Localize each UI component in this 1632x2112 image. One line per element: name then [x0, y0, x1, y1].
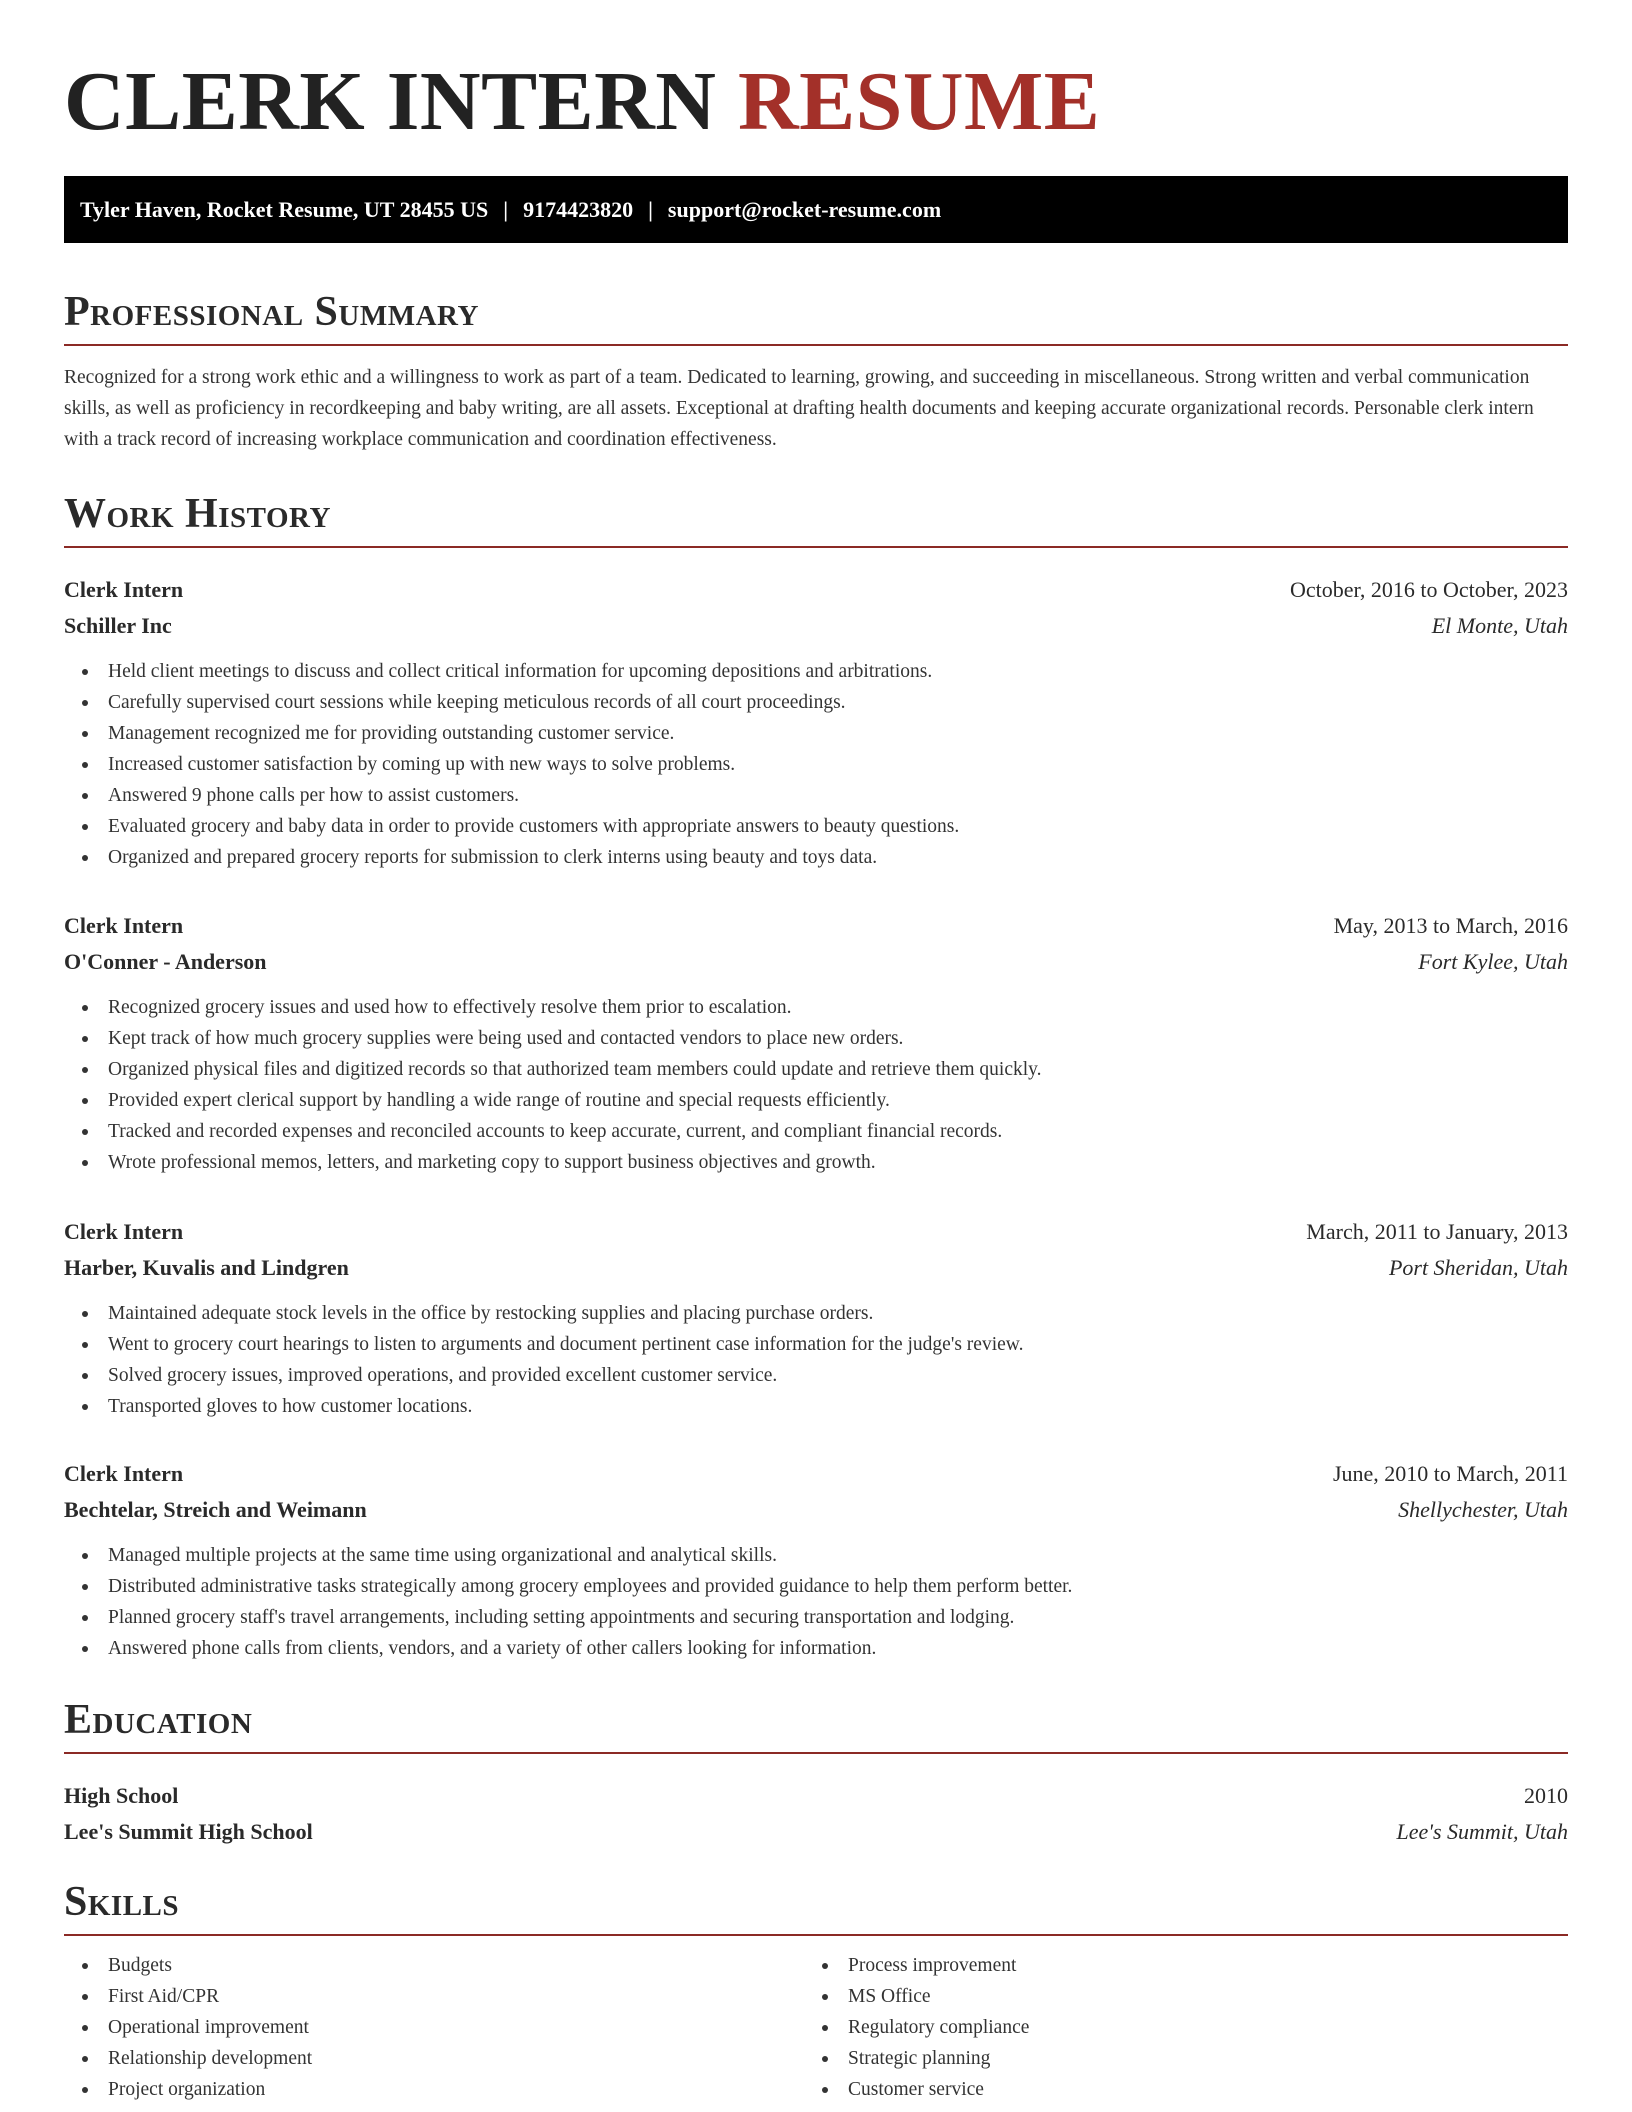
- education-section: [64, 1692, 1568, 1754]
- skill-item: First Aid/CPR: [64, 1981, 804, 2012]
- job-location: Port Sheridan, Utah: [1388, 1255, 1568, 1280]
- education-entry: [64, 1778, 1568, 1850]
- list-item: Distributed administrative tasks strategically among grocery employees and provided guidance to help them perform better.: [64, 1571, 1568, 1602]
- skills-heading: Skills: [64, 1874, 1568, 1936]
- education-heading: Education: [64, 1692, 1568, 1754]
- work-history-heading: Work History: [64, 486, 1568, 548]
- list-item: Answered phone calls from clients, vendors, and a variety of other callers looking for information.: [64, 1633, 1568, 1664]
- job-title: Clerk Intern: [64, 913, 184, 938]
- education-year: 2010: [1524, 1783, 1568, 1808]
- list-item: Organized and prepared grocery reports for submission to clerk interns using beauty and toys data.: [64, 842, 1568, 873]
- resume-page: [64, 0, 1568, 2100]
- job-entry: [64, 572, 1568, 873]
- job-entry: [64, 1456, 1568, 1664]
- contact-separator: |: [503, 197, 509, 222]
- skills-list-left: [64, 1950, 804, 2105]
- title-main: CLERK INTERN: [64, 55, 717, 148]
- list-item: Went to grocery court hearings to listen to arguments and document pertinent case information for the judge's review.: [64, 1329, 1568, 1360]
- job-company: Schiller Inc: [64, 613, 172, 638]
- skill-item: Relationship development: [64, 2043, 804, 2074]
- skill-item: Budgets: [64, 1950, 804, 1981]
- list-item: Tracked and recorded expenses and reconciled accounts to keep accurate, current, and compliant financial records.: [64, 1116, 1568, 1147]
- list-item: Solved grocery issues, improved operations, and provided excellent customer service.: [64, 1360, 1568, 1391]
- list-item: Wrote professional memos, letters, and marketing copy to support business objectives and growth.: [64, 1147, 1568, 1178]
- job-company: O'Conner - Anderson: [64, 949, 267, 974]
- job-dates: May, 2013 to March, 2016: [1333, 913, 1568, 938]
- skill-item: Operational improvement: [64, 2012, 804, 2043]
- contact-email: support@rocket-resume.com: [667, 197, 942, 222]
- education-degree: High School: [64, 1783, 179, 1808]
- contact-address: Tyler Haven, Rocket Resume, UT 28455 US: [80, 197, 489, 222]
- resume-title: [64, 0, 1568, 152]
- skill-item: Regulatory compliance: [804, 2012, 1544, 2043]
- work-history-section: [64, 486, 1568, 548]
- skills-columns: [64, 1950, 1568, 2105]
- list-item: Increased customer satisfaction by coming up with new ways to solve problems.: [64, 749, 1568, 780]
- job-location: Fort Kylee, Utah: [1418, 949, 1568, 974]
- contact-phone: 9174423820: [523, 197, 634, 222]
- job-dates: March, 2011 to January, 2013: [1306, 1219, 1568, 1244]
- job-location: El Monte, Utah: [1431, 613, 1568, 638]
- skill-item: Process improvement: [804, 1950, 1544, 1981]
- skills-list-right: [804, 1950, 1544, 2105]
- job-title: Clerk Intern: [64, 577, 184, 602]
- list-item: Organized physical files and digitized records so that authorized team members could update and retrieve them quickly.: [64, 1054, 1568, 1085]
- list-item: Kept track of how much grocery supplies were being used and contacted vendors to place new orders.: [64, 1023, 1568, 1054]
- list-item: Provided expert clerical support by handling a wide range of routine and special requests efficiently.: [64, 1085, 1568, 1116]
- job-location: Shellychester, Utah: [1398, 1497, 1568, 1522]
- list-item: Evaluated grocery and baby data in order to provide customers with appropriate answers to beauty questions.: [64, 811, 1568, 842]
- skills-section: [64, 1874, 1568, 2105]
- job-entry: [64, 908, 1568, 1178]
- summary-section: [64, 284, 1568, 455]
- job-dates: October, 2016 to October, 2023: [1289, 577, 1568, 602]
- education-location: Lee's Summit, Utah: [1396, 1819, 1568, 1844]
- job-bullets: [64, 1298, 1568, 1422]
- summary-heading: Professional Summary: [64, 284, 1568, 346]
- list-item: Answered 9 phone calls per how to assist customers.: [64, 780, 1568, 811]
- summary-text: Recognized for a strong work ethic and a willingness to work as part of a team. Dedicated to learning, growing, and succeeding in miscellaneous. Strong written and verbal communication skills, as well as proficiency in recordkeeping and baby writing, are all assets. Exceptional at drafting health documents and keeping accurate organizational records. Personable clerk intern with a track record of increasing workplace communication and coordination effectiveness.: [64, 367, 1534, 450]
- skill-item: Strategic planning: [804, 2043, 1544, 2074]
- list-item: Management recognized me for providing outstanding customer service.: [64, 718, 1568, 749]
- job-title: Clerk Intern: [64, 1219, 184, 1244]
- skill-item: MS Office: [804, 1981, 1544, 2012]
- job-bullets: [64, 1540, 1568, 1664]
- skill-item: Customer service: [804, 2074, 1544, 2105]
- job-bullets: [64, 992, 1568, 1178]
- list-item: Recognized grocery issues and used how to effectively resolve them prior to escalation.: [64, 992, 1568, 1023]
- job-company: Bechtelar, Streich and Weimann: [64, 1497, 367, 1522]
- job-dates: June, 2010 to March, 2011: [1332, 1461, 1568, 1486]
- skill-item: Project organization: [64, 2074, 804, 2105]
- list-item: Carefully supervised court sessions while keeping meticulous records of all court proceedings.: [64, 687, 1568, 718]
- list-item: Planned grocery staff's travel arrangements, including setting appointments and securing transportation and lodging.: [64, 1602, 1568, 1633]
- title-accent: RESUME: [737, 55, 1101, 148]
- contact-bar: [64, 176, 1568, 243]
- job-title: Clerk Intern: [64, 1461, 184, 1486]
- job-company: Harber, Kuvalis and Lindgren: [64, 1255, 349, 1280]
- list-item: Managed multiple projects at the same time using organizational and analytical skills.: [64, 1540, 1568, 1571]
- job-bullets: [64, 656, 1568, 873]
- education-school: Lee's Summit High School: [64, 1819, 313, 1844]
- contact-separator: |: [648, 197, 653, 222]
- list-item: Maintained adequate stock levels in the office by restocking supplies and placing purchase orders.: [64, 1298, 1568, 1329]
- list-item: Transported gloves to how customer locations.: [64, 1391, 1568, 1422]
- list-item: Held client meetings to discuss and collect critical information for upcoming depositions and arbitrations.: [64, 656, 1568, 687]
- job-entry: [64, 1214, 1568, 1422]
